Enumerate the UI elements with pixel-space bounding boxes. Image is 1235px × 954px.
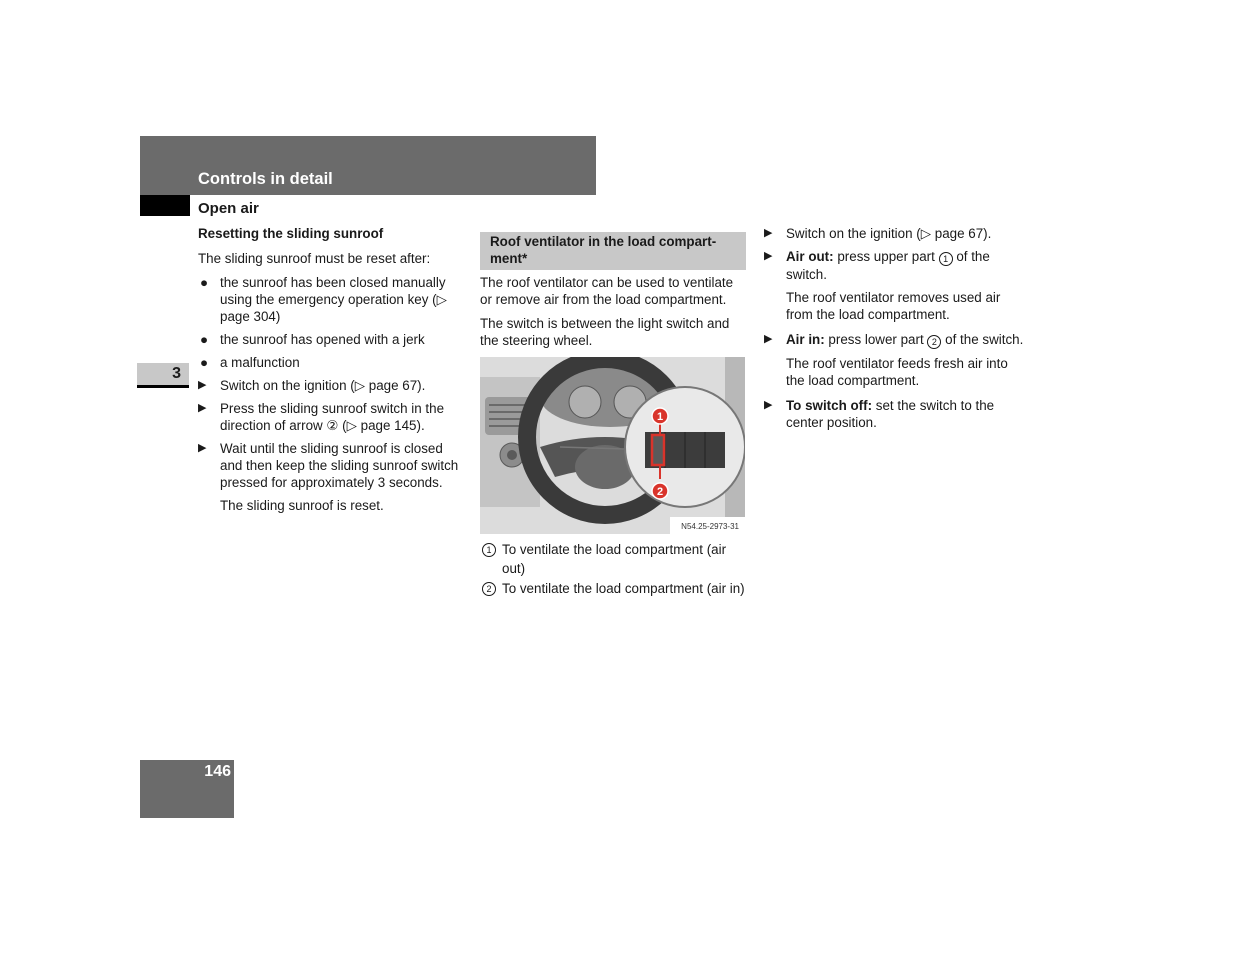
figure-label: N54.25-2973-31 [681, 522, 739, 531]
triangle-right-icon: ▶ [198, 402, 207, 414]
triangle-right-icon: ▶ [198, 379, 207, 391]
chapter-number: 3 [172, 365, 181, 382]
subhead-resetting: Resetting the sliding sunroof [198, 226, 384, 241]
step-item: ▶ Wait until the sliding sunroof is closed and then keep the sliding sunroof switch pressed for approximately 3 seconds. [198, 441, 459, 490]
triangle-right-icon: ▶ [764, 227, 773, 239]
section-title: Open air [198, 200, 259, 217]
list-item: ● the sunroof has been closed manually using the emergency operation key (▷ page 304) [200, 275, 447, 324]
list-item: ● the sunroof has opened with a jerk [200, 332, 425, 347]
list-item: ● a malfunction [200, 355, 300, 370]
switch-off-label: To switch off: [786, 398, 873, 413]
chapter-title: Controls in detail [198, 170, 333, 188]
air-in-result: The roof ventilator feeds fresh air into the load compartment. [786, 356, 1008, 388]
triangle-right-icon: ▶ [764, 250, 773, 262]
column-ventilator-operation [764, 225, 1029, 437]
step-item: ▶ To switch off: set the switch to the center position. [764, 398, 995, 430]
roof-ventilator-heading: Roof ventilator in the load compart-ment* [480, 232, 746, 270]
step-item: ▶ Air in: press lower part 2 of the switch. [764, 332, 1024, 347]
section-marker [140, 195, 190, 216]
air-out-label: Air out: [786, 249, 834, 264]
result-text: The sliding sunroof is reset. [220, 498, 384, 513]
dashboard-figure [480, 357, 745, 534]
step-item: ▶ Press the sliding sunroof switch in the direction of arrow ② (▷ page 145). [198, 401, 445, 433]
circled-number-icon: 2 [482, 582, 496, 596]
triangle-right-icon: ▶ [764, 399, 773, 411]
step-item: ▶ Air out: press upper part 1 of the switch. [764, 249, 990, 282]
column-resetting-sunroof [198, 225, 463, 522]
ventilator-description: The roof ventilator can be used to ventilate or remove air from the load compartment. [480, 275, 734, 307]
bullet-dot-icon: ● [200, 355, 209, 370]
caption-item: 2 To ventilate the load compartment (air in) [480, 579, 746, 598]
callout-2: 2 [656, 486, 664, 498]
caption-item: 1 To ventilate the load compartment (air out) [480, 540, 746, 578]
circled-number-icon: 1 [482, 543, 496, 557]
circled-number-icon: 2 [927, 335, 941, 349]
steering-wheel-illustration [480, 357, 745, 534]
callout-1: 1 [656, 411, 664, 423]
triangle-right-icon: ▶ [764, 333, 773, 345]
circled-number-icon: 1 [939, 252, 953, 266]
triangle-right-icon: ▶ [198, 442, 207, 454]
column-roof-ventilator [480, 232, 746, 599]
switch-location-text: The switch is between the light switch and the steering wheel. [480, 316, 730, 348]
air-out-result: The roof ventilator removes used air from the load compartment. [786, 290, 1001, 322]
step-item: ▶ Switch on the ignition (▷ page 67). [198, 378, 426, 393]
bullet-dot-icon: ● [200, 332, 209, 347]
bullet-dot-icon: ● [200, 275, 209, 290]
step-item: ▶ Switch on the ignition (▷ page 67). [764, 226, 992, 241]
intro-text: The sliding sunroof must be reset after: [198, 251, 431, 266]
air-in-label: Air in: [786, 332, 825, 347]
page-number: 146 [204, 763, 231, 780]
